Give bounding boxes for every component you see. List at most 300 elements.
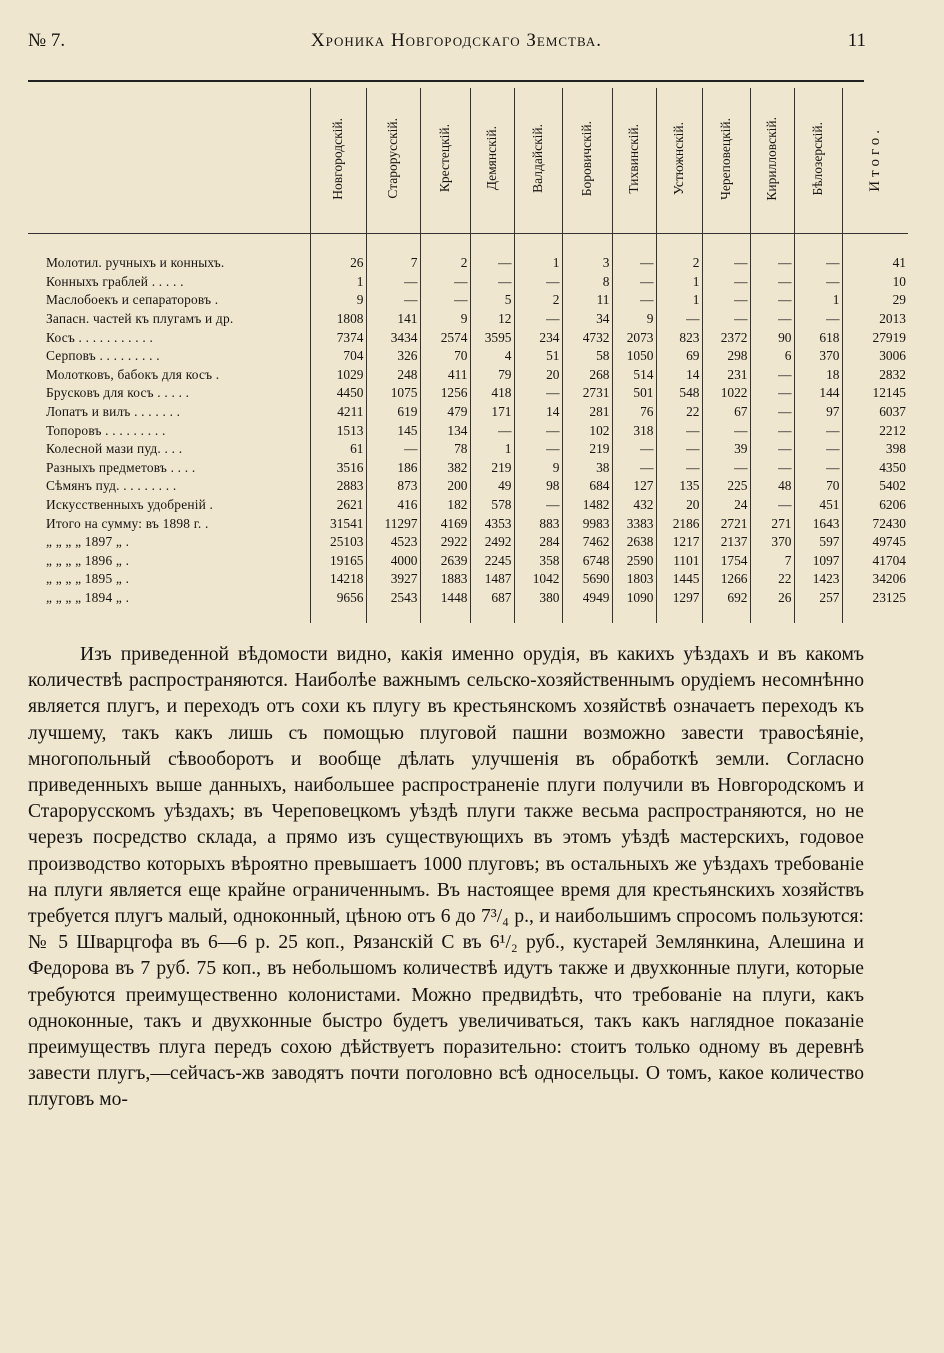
top-rule — [28, 80, 864, 82]
table-cell: 97 — [794, 403, 842, 422]
table-cell: 451 — [794, 496, 842, 515]
column-header — [656, 88, 702, 234]
table-cell: — — [656, 459, 702, 478]
table-cell: 2883 — [310, 477, 366, 496]
table-cell: 70 — [420, 347, 470, 366]
table-cell: 692 — [702, 589, 750, 624]
table-cell: 186 — [366, 459, 420, 478]
table-cell: 370 — [750, 533, 794, 552]
table-cell: 34206 — [872, 571, 906, 587]
column-header-label: Боровичскій. — [579, 120, 594, 197]
table-cell: 1883 — [420, 570, 470, 589]
column-header-label: Устюжнскій. — [671, 121, 686, 196]
table-cell: 2137 — [702, 533, 750, 552]
table-cell: 61 — [310, 440, 366, 459]
table-cell: 219 — [470, 459, 514, 478]
table-cell: 2832 — [879, 366, 906, 382]
row-label: Конныхъ граблей . . . . . — [28, 273, 310, 292]
column-header-label: Демянскій. — [484, 126, 499, 191]
table-row — [28, 310, 908, 329]
table-cell: 79 — [470, 366, 514, 385]
table-cell: 9656 — [310, 589, 366, 624]
table-cell: 127 — [612, 477, 656, 496]
table-cell: 1 — [514, 234, 562, 273]
table-cell: 5 — [470, 291, 514, 310]
table-cell: 12 — [470, 310, 514, 329]
table-cell: — — [794, 459, 842, 478]
table-cell: 2922 — [420, 533, 470, 552]
table-cell: 219 — [562, 440, 612, 459]
row-label: Серповъ . . . . . . . . . — [28, 347, 310, 366]
table-cell: 358 — [514, 552, 562, 571]
table-cell: — — [750, 291, 794, 310]
table-cell: 9 — [514, 459, 562, 478]
table-cell: 225 — [702, 477, 750, 496]
table-cell: 1482 — [562, 496, 612, 515]
table-cell: 548 — [656, 384, 702, 403]
table-cell: — — [656, 421, 702, 440]
table-cell: 1256 — [420, 384, 470, 403]
row-label: Брусковъ для косъ . . . . . — [28, 384, 310, 403]
table-cell: — — [656, 440, 702, 459]
table-cell: 6 — [750, 347, 794, 366]
table-cell: 141 — [366, 310, 420, 329]
table-row — [28, 477, 908, 496]
row-label: Лопатъ и вилъ . . . . . . . — [28, 403, 310, 422]
table-cell: 20 — [656, 496, 702, 515]
table-cell: 41704 — [872, 552, 906, 568]
table-cell: 3595 — [470, 328, 514, 347]
table-cell: 29 — [892, 292, 906, 308]
column-header — [842, 88, 908, 234]
table-cell: 4169 — [420, 514, 470, 533]
table-cell: 4353 — [470, 514, 514, 533]
table-cell: 5402 — [879, 478, 906, 494]
table-cell: 8 — [562, 273, 612, 292]
table-cell: 6206 — [879, 497, 906, 513]
column-header-label: Череповецкій. — [718, 117, 733, 200]
row-label: Сѣмянъ пуд. . . . . . . . . — [28, 477, 310, 496]
table-cell: 1101 — [656, 552, 702, 571]
issue-number: № 7. — [28, 30, 66, 51]
table-cell: 1022 — [702, 384, 750, 403]
table-cell: 4350 — [879, 459, 906, 475]
row-label: Топоровъ . . . . . . . . . — [28, 421, 310, 440]
table-cell: 200 — [420, 477, 470, 496]
column-header-label: Валдайскій. — [530, 124, 545, 193]
table-cell: 1643 — [794, 514, 842, 533]
table-cell: 248 — [366, 366, 420, 385]
row-label: Косъ . . . . . . . . . . . — [28, 328, 310, 347]
table-row — [28, 421, 908, 440]
table-cell: 171 — [470, 403, 514, 422]
table-cell: — — [750, 421, 794, 440]
column-header-label: Старорусскій. — [385, 118, 400, 199]
table-cell: — — [366, 273, 420, 292]
table-cell: 76 — [612, 403, 656, 422]
table-cell: 14 — [656, 366, 702, 385]
table-cell: 687 — [470, 589, 514, 624]
table-cell: 7374 — [310, 328, 366, 347]
table-cell: 135 — [656, 477, 702, 496]
table-cell: 2590 — [612, 552, 656, 571]
table-cell: — — [794, 440, 842, 459]
table-cell: — — [750, 403, 794, 422]
table-cell: 2186 — [656, 514, 702, 533]
table-cell: — — [514, 273, 562, 292]
table-cell: 1487 — [470, 570, 514, 589]
table-cell: — — [366, 440, 420, 459]
table-cell: 1297 — [656, 589, 702, 624]
table-cell: 41 — [892, 255, 906, 271]
table-cell: 12145 — [872, 385, 906, 401]
table-cell: 69 — [656, 347, 702, 366]
table-row — [28, 552, 908, 571]
table-row — [28, 459, 908, 478]
table-cell: 1 — [656, 291, 702, 310]
table-cell: — — [514, 496, 562, 515]
table-cell: 2492 — [470, 533, 514, 552]
table-cell: 1 — [310, 273, 366, 292]
table-cell: 823 — [656, 328, 702, 347]
table-cell: 20 — [514, 366, 562, 385]
table-cell: 318 — [612, 421, 656, 440]
table-cell: 2212 — [879, 422, 906, 438]
table-cell: 9 — [612, 310, 656, 329]
table-cell: 9983 — [562, 514, 612, 533]
column-header-label: Тихвинскій. — [626, 123, 641, 194]
table-cell: 2731 — [562, 384, 612, 403]
table-cell: 22 — [656, 403, 702, 422]
table-row — [28, 273, 908, 292]
table-cell: — — [794, 273, 842, 292]
body-paragraph: Изъ приведенной вѣдомости видно, какія именно орудія, въ какихъ уѣздахъ и въ какомъ количествѣ распространяются. Наиболѣе важнымъ сельско-хозяйственнымъ орудіемъ несомнѣнно является плугъ, и переходъ отъ сохи къ плугу въ крестьянскомъ хозяйствѣ означаетъ переходъ къ лучшему, такъ какъ лишь съ помощью плуговой пашни возможно завести травосѣяніе, многопольный сѣвооборотъ и вообще дѣлать улучшенія въ обработкѣ земли. Согласно приведенныхъ выше данныхъ, наибольшее распространеніе плуги получили въ Новгородскомъ и Старорусскомъ уѣздахъ; въ Череповецкомъ уѣздѣ плуги также весьма распространяются, но не черезъ посредство склада, а прямо изъ существующихъ въ этомъ уѣздѣ мастерскихъ, годовое производство которыхъ вѣроятно превышаетъ 1000 плуговъ; въ остальныхъ же уѣздахъ требованіе на плуги является еще крайне ограниченнымъ. Въ настоящее время для крестьянскихъ хозяйствъ требуется плугъ малый, одноконный, цѣною отъ 6 до 7³/₄ р., и наибольшимъ спросомъ пользуются: № 5 Шварцгофа въ 6—6 р. 25 коп., Рязанскій С въ 6¹/₂ руб., кустарей Землянкина, Алешина и Федорова въ 7 руб. 75 коп., въ небольшомъ количествѣ идутъ также и двухконные плуги, которые требуются преимущественно колонистами. Можно предвидѣть, что требованіе на плуги, какъ одноконные, такъ и двухконные быстро будетъ увеличиваться, такъ какъ наглядное показаніе преимуществъ плуга передъ сохою дѣйствуетъ поразительно: стоитъ только одному въ деревнѣ завести плугъ,—сейчасъ-жв заводятъ почти поголовно всѣ односельцы. О томъ, какое количество плуговъ мо- — [28, 644, 864, 1111]
header-corner — [28, 88, 310, 234]
table-cell: 1097 — [794, 552, 842, 571]
statistics-table — [28, 88, 908, 623]
row-label: Разныхъ предметовъ . . . . — [28, 459, 310, 478]
table-cell: — — [420, 291, 470, 310]
table-cell: — — [366, 291, 420, 310]
table-cell: — — [612, 291, 656, 310]
table-cell: 1 — [794, 291, 842, 310]
table-row — [28, 291, 908, 310]
table-cell: 145 — [366, 421, 420, 440]
column-header-label: Бѣлозерскій. — [810, 121, 825, 196]
table-row — [28, 496, 908, 515]
column-header — [794, 88, 842, 234]
table-row — [28, 403, 908, 422]
table-cell: 619 — [366, 403, 420, 422]
table-cell: 4949 — [562, 589, 612, 624]
table-row — [28, 440, 908, 459]
table-row — [28, 384, 908, 403]
table-cell: 2543 — [366, 589, 420, 624]
table-cell: 1445 — [656, 570, 702, 589]
table-cell: — — [702, 459, 750, 478]
table-cell: 257 — [794, 589, 842, 624]
table-cell: — — [470, 421, 514, 440]
table-cell: 11 — [562, 291, 612, 310]
table-cell: — — [702, 273, 750, 292]
table-cell: 281 — [562, 403, 612, 422]
table-cell: — — [420, 273, 470, 292]
table-cell: — — [794, 310, 842, 329]
table-cell: 7 — [366, 234, 420, 273]
table-row — [28, 328, 908, 347]
table-cell: 34 — [562, 310, 612, 329]
table-cell: 27919 — [872, 329, 906, 345]
table-cell: 18 — [794, 366, 842, 385]
table-cell: — — [612, 459, 656, 478]
table-cell: 3383 — [612, 514, 656, 533]
table-cell: 11297 — [366, 514, 420, 533]
row-label: „ „ „ „ 1894 „ . — [28, 589, 310, 624]
table-cell: 1090 — [612, 589, 656, 624]
table-cell: 24 — [702, 496, 750, 515]
table-body — [28, 234, 908, 624]
table-cell: 39 — [702, 440, 750, 459]
table-row — [28, 366, 908, 385]
table-row — [28, 514, 908, 533]
table-cell: 2 — [514, 291, 562, 310]
table-cell: 7462 — [562, 533, 612, 552]
column-header-label: Крестецкій. — [437, 124, 452, 193]
table-cell: — — [702, 234, 750, 273]
table-cell: — — [656, 310, 702, 329]
table-cell: 578 — [470, 496, 514, 515]
column-header — [514, 88, 562, 234]
table-cell: 3927 — [366, 570, 420, 589]
column-header — [420, 88, 470, 234]
table-cell: — — [470, 234, 514, 273]
table-cell: 2721 — [702, 514, 750, 533]
table-cell: 1803 — [612, 570, 656, 589]
column-header — [470, 88, 514, 234]
table-cell: — — [750, 496, 794, 515]
table-cell: 14218 — [310, 570, 366, 589]
table-row — [28, 570, 908, 589]
table-cell: — — [514, 310, 562, 329]
table-header-row — [28, 88, 908, 234]
table-cell: 501 — [612, 384, 656, 403]
table-cell: — — [514, 440, 562, 459]
table-cell: 14 — [514, 403, 562, 422]
table-cell: 2013 — [879, 311, 906, 327]
table-cell: 1513 — [310, 421, 366, 440]
table-cell: — — [702, 291, 750, 310]
table-cell: 271 — [750, 514, 794, 533]
table-cell: 182 — [420, 496, 470, 515]
table-cell: 25103 — [310, 533, 366, 552]
table-cell: 268 — [562, 366, 612, 385]
table-cell: 1266 — [702, 570, 750, 589]
table-cell: — — [750, 384, 794, 403]
table-cell: 1 — [470, 440, 514, 459]
table-cell: 70 — [794, 477, 842, 496]
table-cell: 144 — [794, 384, 842, 403]
table-cell: 1029 — [310, 366, 366, 385]
table-cell: 6037 — [879, 404, 906, 420]
table-cell: 3006 — [879, 348, 906, 364]
table-cell: 370 — [794, 347, 842, 366]
table-row — [28, 347, 908, 366]
page-number: 11 — [847, 30, 866, 51]
table-cell: — — [750, 366, 794, 385]
table-cell: 90 — [750, 328, 794, 347]
table-cell: 67 — [702, 403, 750, 422]
table-cell: 2245 — [470, 552, 514, 571]
table-cell: 1050 — [612, 347, 656, 366]
table-cell: 9 — [420, 310, 470, 329]
row-label: „ „ „ „ 1896 „ . — [28, 552, 310, 571]
table-cell: 684 — [562, 477, 612, 496]
table-cell: 22 — [750, 570, 794, 589]
table-cell: 6748 — [562, 552, 612, 571]
table-cell: 3516 — [310, 459, 366, 478]
table-cell: — — [750, 234, 794, 273]
table-cell: 298 — [702, 347, 750, 366]
table-cell: 284 — [514, 533, 562, 552]
table-cell: 1075 — [366, 384, 420, 403]
table-cell: 26 — [310, 234, 366, 273]
table-cell: 23125 — [872, 589, 906, 605]
table-cell: 2 — [420, 234, 470, 273]
table-cell: 3434 — [366, 328, 420, 347]
column-header — [612, 88, 656, 234]
table-cell: 26 — [750, 589, 794, 624]
row-label: Итого на сумму: въ 1898 г. . — [28, 514, 310, 533]
table-row — [28, 533, 908, 552]
table-cell: 2073 — [612, 328, 656, 347]
table-cell: 7 — [750, 552, 794, 571]
table-cell: 38 — [562, 459, 612, 478]
row-label: „ „ „ „ 1897 „ . — [28, 533, 310, 552]
table-cell: 231 — [702, 366, 750, 385]
table-cell: 873 — [366, 477, 420, 496]
column-header-label: Итого. — [867, 125, 884, 192]
table-cell: 4450 — [310, 384, 366, 403]
table-cell: 78 — [420, 440, 470, 459]
table-cell: 4 — [470, 347, 514, 366]
table-cell: 2621 — [310, 496, 366, 515]
table-cell: 102 — [562, 421, 612, 440]
table-cell: 1448 — [420, 589, 470, 624]
table-cell: — — [750, 459, 794, 478]
table-cell: 1 — [656, 273, 702, 292]
table-cell: 58 — [562, 347, 612, 366]
table-cell: 10 — [892, 273, 906, 289]
row-label: Колесной мази пуд. . . . — [28, 440, 310, 459]
table-cell: 48 — [750, 477, 794, 496]
table-cell: 31541 — [310, 514, 366, 533]
table-cell: 2 — [656, 234, 702, 273]
table-cell: 2574 — [420, 328, 470, 347]
column-header — [310, 88, 366, 234]
table-cell: 2638 — [612, 533, 656, 552]
column-header — [702, 88, 750, 234]
table-cell: 1808 — [310, 310, 366, 329]
table-cell: 380 — [514, 589, 562, 624]
row-label: Маслобоекъ и сепараторовъ . — [28, 291, 310, 310]
table-cell: 51 — [514, 347, 562, 366]
table-row — [28, 234, 908, 273]
table-cell: 416 — [366, 496, 420, 515]
table-cell: 4211 — [310, 403, 366, 422]
row-label: Молотковъ, бабокъ для косъ . — [28, 366, 310, 385]
table-cell: 418 — [470, 384, 514, 403]
column-header — [366, 88, 420, 234]
table-cell: 398 — [885, 441, 906, 457]
table-cell: 2372 — [702, 328, 750, 347]
table-cell: — — [794, 234, 842, 273]
table-cell: 49745 — [872, 534, 906, 550]
table-cell: 2639 — [420, 552, 470, 571]
table-cell: — — [702, 421, 750, 440]
table-cell: 4523 — [366, 533, 420, 552]
table-cell: 1754 — [702, 552, 750, 571]
table-cell: 411 — [420, 366, 470, 385]
table-cell: — — [612, 234, 656, 273]
table-cell: — — [702, 310, 750, 329]
table-cell: — — [514, 384, 562, 403]
table-cell: 1423 — [794, 570, 842, 589]
table-cell: — — [750, 310, 794, 329]
table-cell: 704 — [310, 347, 366, 366]
table-cell: — — [612, 440, 656, 459]
table-cell: 4732 — [562, 328, 612, 347]
table-cell: 9 — [310, 291, 366, 310]
table-cell: — — [470, 273, 514, 292]
table-cell: 3 — [562, 234, 612, 273]
column-header — [750, 88, 794, 234]
column-header — [562, 88, 612, 234]
table-cell: 49 — [470, 477, 514, 496]
table-cell: 432 — [612, 496, 656, 515]
table-cell: 5690 — [562, 570, 612, 589]
table-cell: 514 — [612, 366, 656, 385]
column-header-label: Новгородскій. — [330, 117, 345, 200]
table-row — [28, 589, 908, 624]
table-cell: 1217 — [656, 533, 702, 552]
table-cell: — — [612, 273, 656, 292]
table-cell: 4000 — [366, 552, 420, 571]
table-cell: — — [514, 421, 562, 440]
page-header — [28, 30, 866, 56]
column-header-label: Кирилловскій. — [764, 116, 779, 201]
journal-title: Хроника Новгородскаго Земства. — [310, 30, 602, 51]
table-cell: 134 — [420, 421, 470, 440]
table-cell: 98 — [514, 477, 562, 496]
table-cell: 479 — [420, 403, 470, 422]
table-cell: — — [750, 273, 794, 292]
table-cell: 19165 — [310, 552, 366, 571]
row-label: Молотил. ручныхъ и конныхъ. — [28, 234, 310, 273]
row-label: „ „ „ „ 1895 „ . — [28, 570, 310, 589]
table-cell: 234 — [514, 328, 562, 347]
table-cell: 883 — [514, 514, 562, 533]
table-cell: 1042 — [514, 570, 562, 589]
table-cell: 597 — [794, 533, 842, 552]
row-label: Искусственныхъ удобреній . — [28, 496, 310, 515]
table-cell: 72430 — [872, 515, 906, 531]
table-cell: — — [750, 440, 794, 459]
table-cell: 618 — [794, 328, 842, 347]
table-cell: 326 — [366, 347, 420, 366]
table-cell: 382 — [420, 459, 470, 478]
row-label: Запасн. частей къ плугамъ и др. — [28, 310, 310, 329]
table-cell: — — [794, 421, 842, 440]
